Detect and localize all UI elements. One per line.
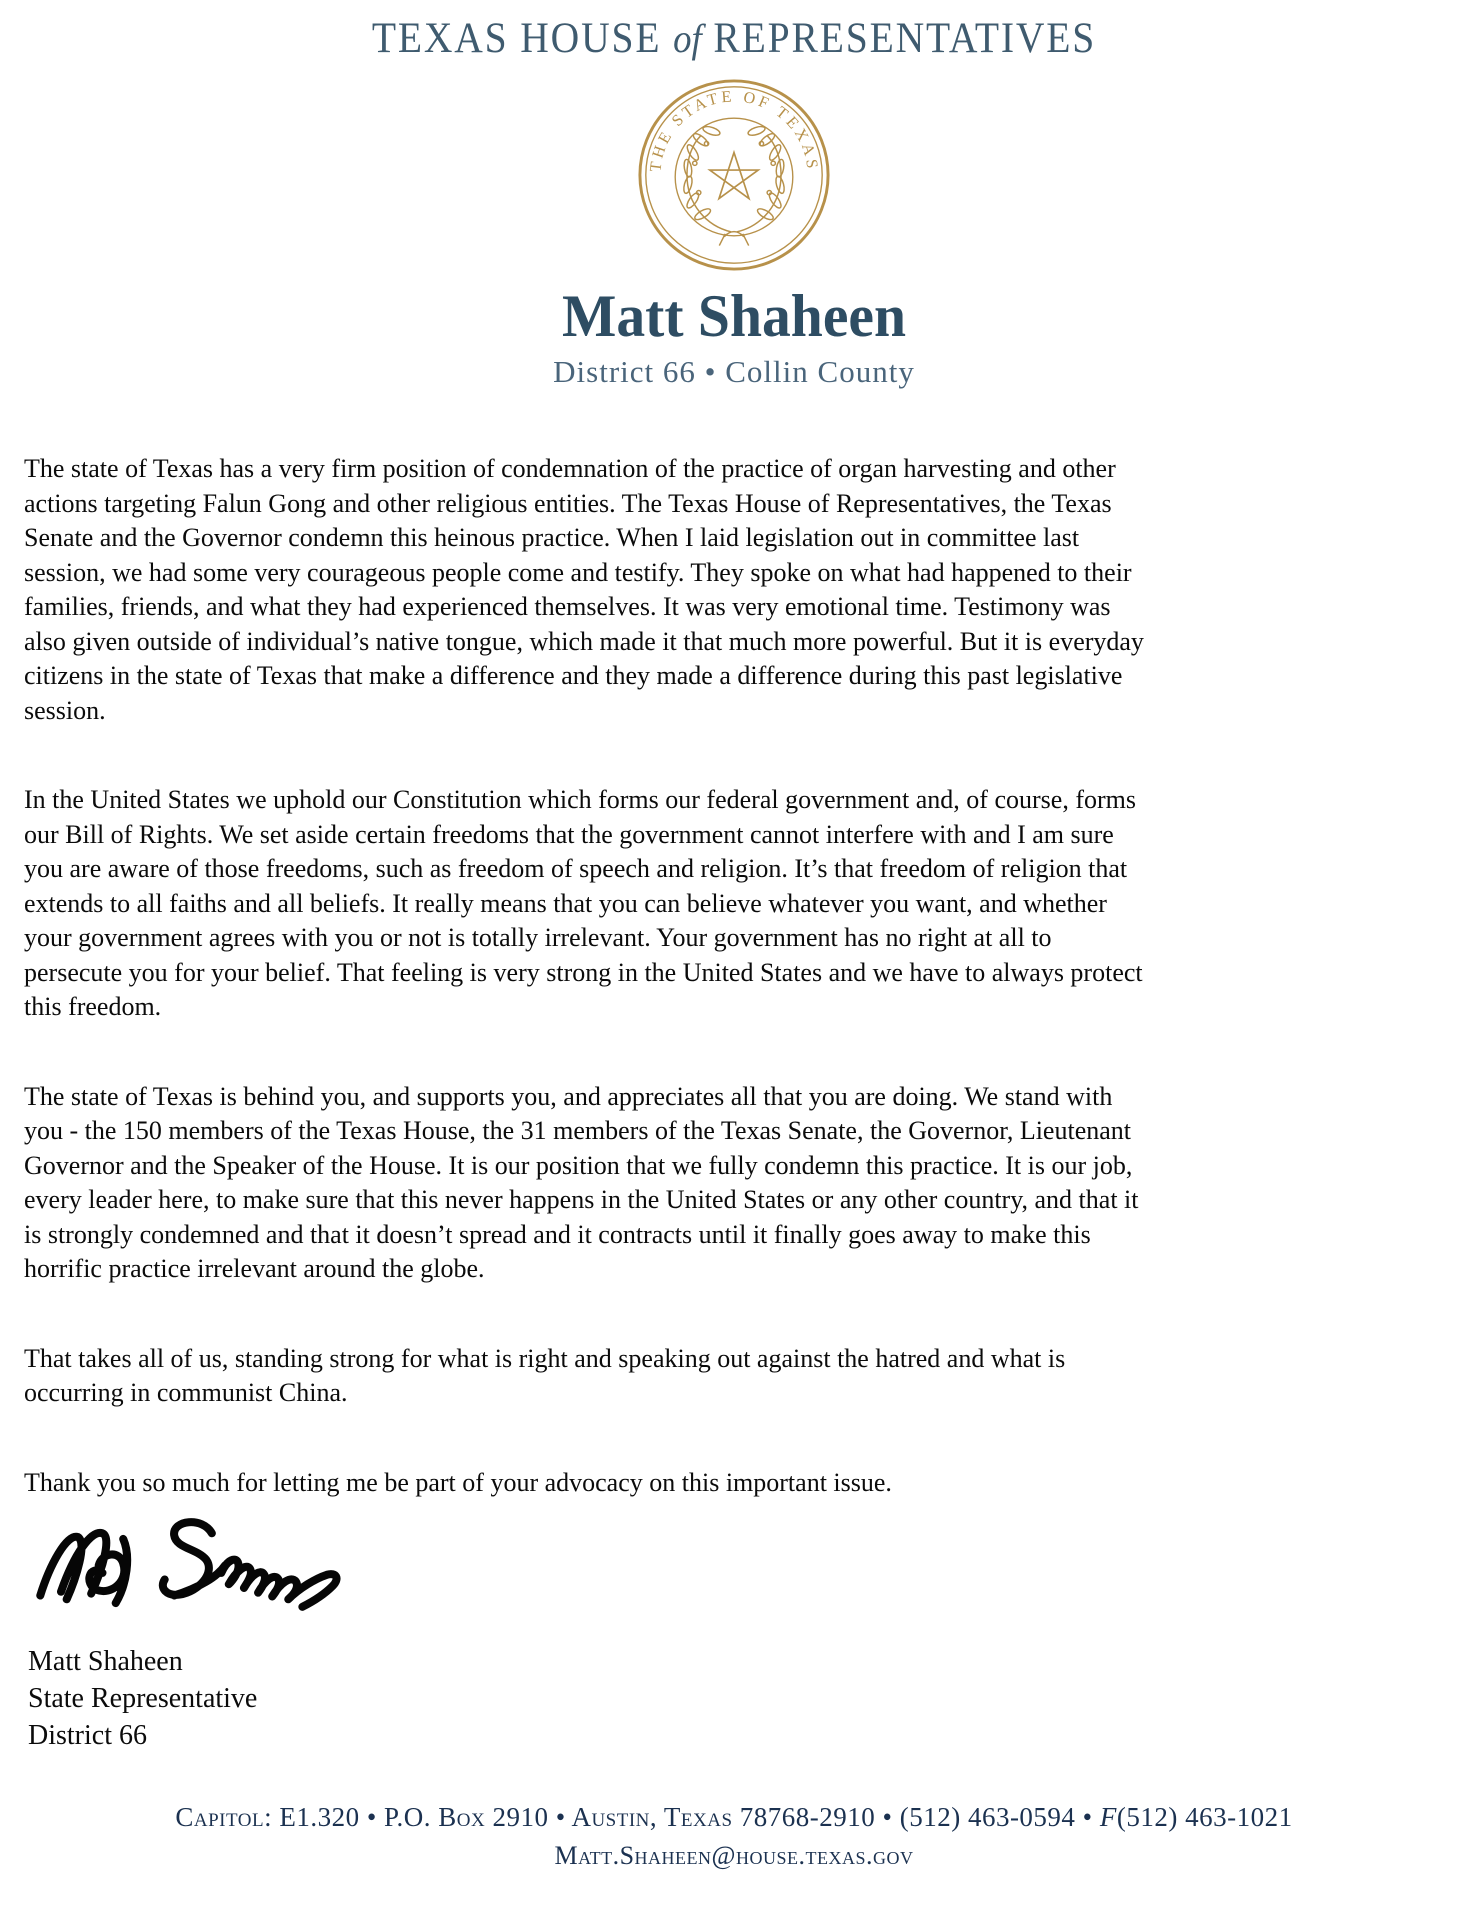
footer-address-line bbox=[0, 1802, 1468, 1833]
fax-prefix: F bbox=[1099, 1802, 1117, 1832]
organization-title bbox=[59, 14, 1410, 63]
handwritten-signature-image bbox=[28, 1505, 358, 1637]
organization-title-pre: TEXAS HOUSE bbox=[371, 15, 662, 62]
signer-district: District 66 bbox=[28, 1720, 147, 1751]
signature-block bbox=[28, 1505, 358, 1754]
letter-footer bbox=[0, 1802, 1468, 1871]
letterhead bbox=[0, 0, 1468, 390]
district-county-line: District 66 • Collin County bbox=[553, 354, 915, 389]
letter-paragraph: Thank you so much for letting me be part of your advocacy on this important issue. bbox=[24, 1467, 892, 1497]
organization-title-of: of bbox=[673, 16, 702, 61]
letter-paragraph: The state of Texas has a very firm position of condemnation of the practice of organ harvesting and other actions targeting Falun Gong and other religious entities. The Texas House of Representatives, the Texas Senate and the Governor condemn this heinous practice. When I laid legislation out in committee last session, we had some very courageous people come and testify. They spoke on what had happened to their families, friends, and what they had experienced themselves. It was very emotional time. Testimony was also given outside of individual’s native tongue, which made it that much more powerful. But it is everyday citizens in the state of Texas that make a difference and they made a difference during this past legislative session. bbox=[24, 454, 1144, 725]
letter-paragraph: That takes all of us, standing strong for what is right and speaking out against the hatred and what is occurring in communist China. bbox=[24, 1343, 1066, 1407]
seal-text: THE STATE OF TEXAS bbox=[647, 88, 821, 173]
signer-lines bbox=[28, 1643, 358, 1754]
svg-text:THE STATE OF TEXAS bbox=[647, 88, 820, 172]
letter-paragraph: The state of Texas is behind you, and supports you, and appreciates all that you are doing. We stand with you - the 150 members of the Texas House, the 31 members of the Texas Senate, the Governor, Lieutenant Governor and the Speaker of the House. It is our position that we fully condemn this practice. It is our job, every leader here, to make sure that this never happens in the United States or any other country, and that it is strongly condemned and that it doesn’t spread and it contracts until it finally goes away to make this horrific practice irrelevant around the globe. bbox=[24, 1081, 1139, 1283]
letter-paragraph: In the United States we uphold our Constitution which forms our federal government and, of course, forms our Bill of Rights. We set aside certain freedoms that the government cannot interfere with and I am sure you are aware of those freedoms, such as freedom of speech and religion. It’s that freedom of religion that extends to all faiths and all beliefs. It really means that you can believe whatever you want, and whether your government agrees with you or not is totally irrelevant. Your government has no right at all to persecute you for your belief. That feeling is very strong in the United States and we have to always protect this freedom. bbox=[24, 785, 1143, 1021]
footer-office-info: Capitol: E1.320 • P.O. Box 2910 • Austin, Texas 78768-2910 • (512) 463-0594 • bbox=[175, 1802, 1100, 1832]
seal-container bbox=[0, 77, 1468, 277]
texas-state-seal-icon bbox=[636, 77, 832, 273]
letter-body bbox=[24, 452, 1148, 1555]
signer-title: State Representative bbox=[28, 1683, 258, 1714]
representative-name: Matt Shaheen bbox=[561, 283, 907, 349]
organization-title-post: REPRESENTATIVES bbox=[713, 15, 1097, 62]
fax-number: (512) 463-1021 bbox=[1116, 1802, 1293, 1832]
signer-name: Matt Shaheen bbox=[28, 1646, 183, 1677]
email-address: Matt.Shaheen@house.texas.gov bbox=[554, 1841, 914, 1870]
